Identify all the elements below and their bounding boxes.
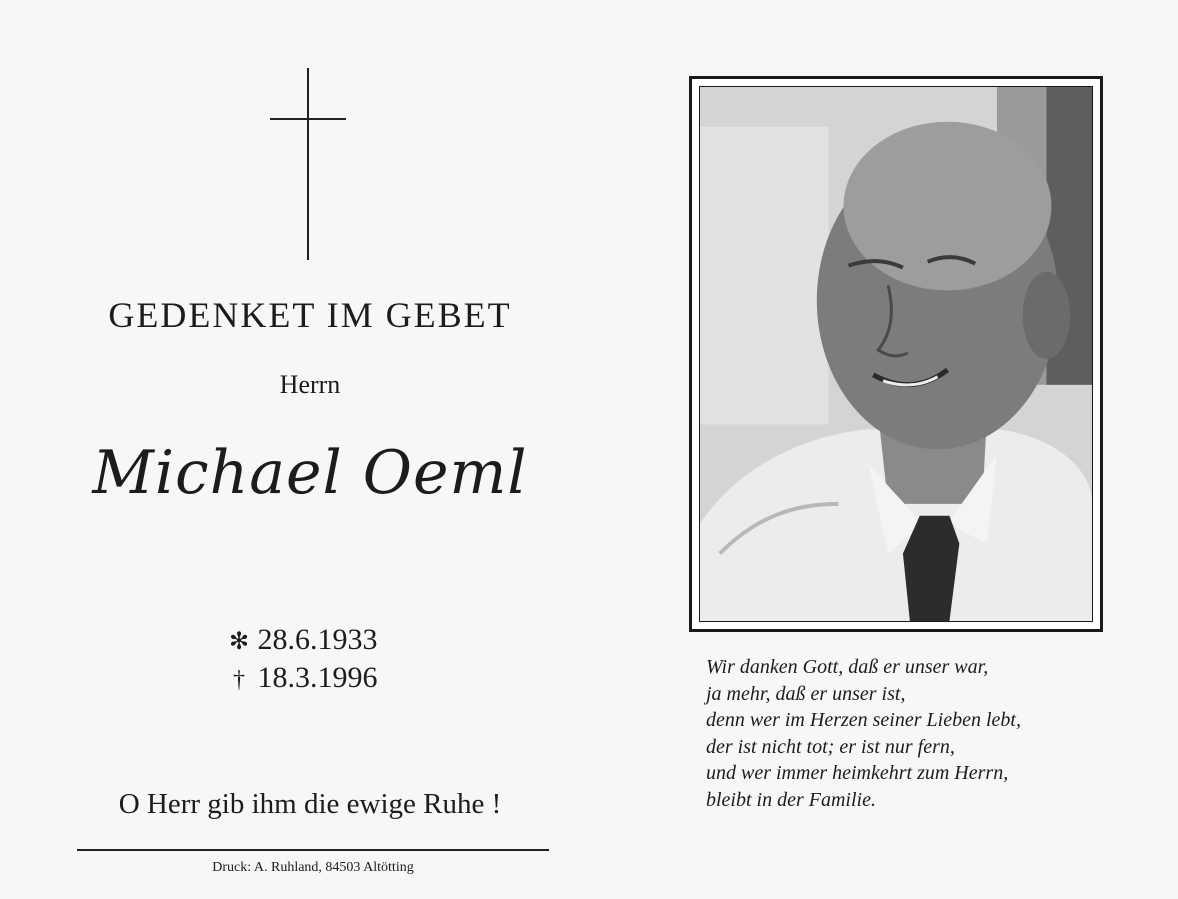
portrait-frame — [689, 76, 1103, 632]
deceased-name: Michael Oeml — [92, 438, 528, 508]
portrait-illustration — [700, 87, 1092, 621]
birth-date: 28.6.1933 — [257, 623, 378, 656]
prayer-line: O Herr gib ihm die ewige Ruhe ! — [118, 788, 502, 820]
death-date: 18.3.1996 — [257, 661, 378, 694]
portrait-photo — [699, 86, 1093, 622]
poem-line: der ist nicht tot; er ist nur fern, — [706, 735, 955, 758]
death-cross-icon: † — [233, 667, 245, 693]
poem-line: denn wer im Herzen seiner Lieben lebt, — [706, 709, 1021, 731]
divider-line — [77, 849, 549, 851]
memorial-heading: GEDENKET IM GEBET — [108, 295, 512, 335]
birth-date-row — [228, 622, 378, 660]
cross-icon — [270, 68, 346, 260]
life-dates — [228, 622, 378, 698]
salutation: Herrn — [279, 370, 341, 399]
printer-credit: Druck: A. Ruhland, 84503 Altötting — [212, 860, 414, 875]
memorial-poem — [706, 654, 1166, 813]
birth-star-icon: ✻ — [228, 629, 250, 655]
poem-line: und wer immer heimkehrt zum Herrn, — [706, 762, 1009, 784]
poem-line: ja mehr, daß er unser ist, — [706, 682, 906, 705]
poem-line: Wir danken Gott, daß er unser war, — [706, 656, 989, 678]
death-date-row — [228, 660, 378, 698]
poem-line: bleibt in der Familie. — [706, 788, 876, 811]
